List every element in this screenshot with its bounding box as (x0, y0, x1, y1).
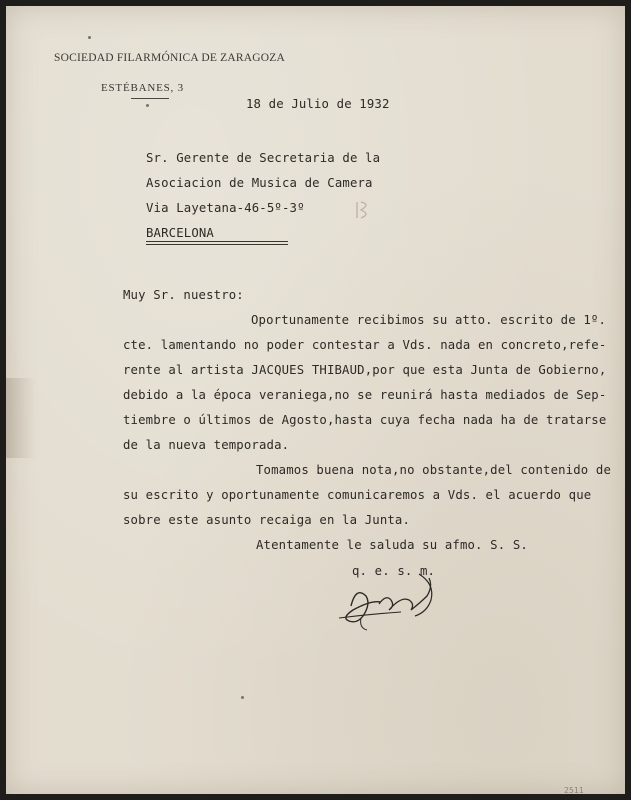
faint-stamp-mark (351, 196, 379, 224)
letter-paper (6, 6, 625, 794)
body-line: Oportunamente recibimos su atto. escrito de 1º. (251, 313, 607, 327)
letterhead-street: ESTÉBANES, 3 (101, 82, 184, 94)
body-line: cte. lamentando no poder contestar a Vds. nada en concreto,refe- (123, 338, 607, 352)
body-line: su escrito y oportunamente comunicaremos a Vds. el acuerdo que (123, 488, 592, 502)
city-underline-1 (146, 241, 288, 242)
letterhead-rule (131, 98, 169, 99)
paper-fold-shadow (6, 378, 36, 458)
body-line: de la nueva temporada. (123, 438, 290, 452)
recipient-line-3: Via Layetana-46-5º-3º (146, 201, 305, 215)
archive-reference: 2511 (564, 786, 584, 795)
closing-qesm: q. e. s. m. (352, 564, 436, 578)
recipient-city: BARCELONA (146, 226, 214, 240)
closing-line: Atentamente le saluda su afmo. S. S. (256, 538, 528, 552)
paper-speck (241, 696, 244, 699)
body-line: sobre este asunto recaiga en la Junta. (123, 513, 411, 527)
salutation: Muy Sr. nuestro: (123, 288, 244, 302)
body-line: debido a la época veraniega,no se reunirá hasta mediados de Sep- (123, 388, 607, 402)
recipient-line-1: Sr. Gerente de Secretaria de la (146, 151, 381, 165)
body-line: Tomamos buena nota,no obstante,del contenido de (256, 463, 612, 477)
paper-speck (88, 36, 91, 39)
paper-speck (146, 104, 149, 107)
letter-date: 18 de Julio de 1932 (246, 97, 390, 111)
handwritten-signature (331, 566, 441, 638)
recipient-line-2: Asociacion de Musica de Camera (146, 176, 373, 190)
body-line: rente al artista JACQUES THIBAUD,por que esta Junta de Gobierno, (123, 363, 607, 377)
body-line: tiembre o últimos de Agosto,hasta cuya fecha nada ha de tratarse (123, 413, 607, 427)
city-underline-2 (146, 244, 288, 245)
letterhead-organization: SOCIEDAD FILARMÓNICA DE ZARAGOZA (54, 52, 285, 64)
